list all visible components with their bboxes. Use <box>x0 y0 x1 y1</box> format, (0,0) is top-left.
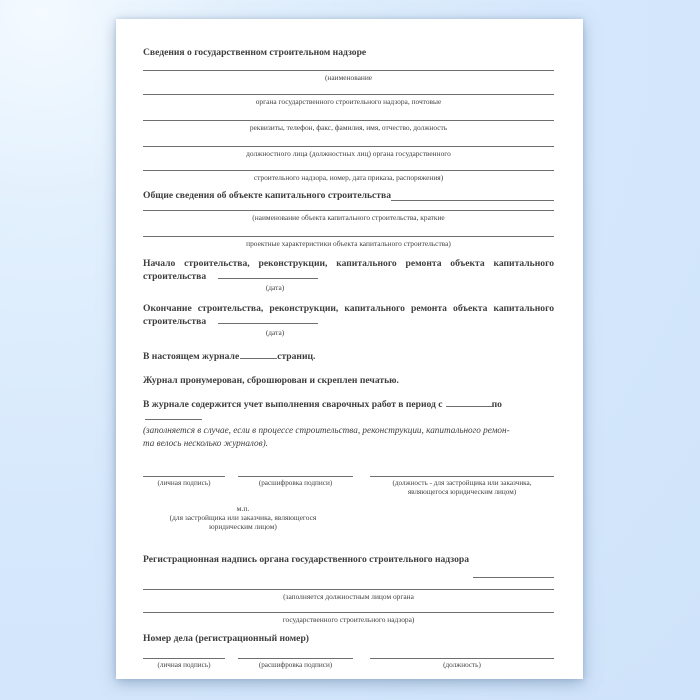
form-line-caption: реквизиты, телефон, факс, фамилия, имя, отчество, должность <box>143 120 554 132</box>
paragraph-text: Начало строительства, реконструкции, капитального ремонта объекта капитального <box>143 258 554 269</box>
section-heading-object-info: Общие сведения об объекте капитального строительства <box>143 190 391 201</box>
stamp-note: юридическим лицом) <box>209 522 277 531</box>
form-line-caption: государственного строительного надзора) <box>143 612 554 624</box>
paragraph-text <box>143 315 554 328</box>
paragraph-journal-bound: Журнал пронумерован, сброшюрован и скреплен печатью. <box>143 375 399 386</box>
paragraph-text: строительства <box>143 271 207 282</box>
document-page <box>116 19 583 679</box>
line-caption: (должность - для застройщика или заказчика, <box>392 479 532 487</box>
blank-line <box>391 200 554 201</box>
blank-line <box>218 270 318 279</box>
signature-field-position <box>370 476 554 497</box>
paragraph-construction-start <box>143 257 554 292</box>
signature-row-developer <box>143 476 554 497</box>
stamp-note: (для застройщика или заказчика, являющегося <box>169 513 317 522</box>
paragraph-text <box>143 270 554 283</box>
paragraph-text: В настоящем журнале <box>143 351 240 362</box>
short-blank-line <box>473 577 554 578</box>
form-line-caption: (наименование объекта капитального строительства, краткие <box>143 210 554 222</box>
signature-field-transcript: (расшифровка подписи) <box>238 658 353 670</box>
paragraph-welding-period <box>143 398 554 424</box>
blank-line <box>446 398 492 407</box>
welding-note: та велось несколько журналов). <box>143 438 268 448</box>
form-line-caption: строительного надзора, номер, дата приказа, распоряжения) <box>143 170 554 182</box>
line-caption: являющегося юридическим лицом) <box>407 488 517 496</box>
stamp-block <box>143 504 343 531</box>
section-heading-gov-supervision: Сведения о государственном строительном надзоре <box>143 47 367 58</box>
form-line-caption: (наименование <box>143 70 554 82</box>
signature-field-personal: (личная подпись) <box>143 476 225 497</box>
line-caption-date: (дата) <box>265 283 285 292</box>
paragraph-journal-pages <box>143 350 554 363</box>
blank-line <box>145 411 202 420</box>
form-line-caption: должностного лица (должностных лиц) органа государственного <box>143 146 554 158</box>
form-line-caption: проектные характеристики объекта капитального строительства) <box>143 236 554 248</box>
blank-line <box>240 350 277 359</box>
signature-field-personal: (личная подпись) <box>143 658 225 670</box>
form-line-caption: (заполняется должностным лицом органа <box>143 589 554 601</box>
paragraph-text: Окончание строительства, реконструкции, капитального ремонта объекта капитального <box>143 303 554 314</box>
signature-field-transcript: (расшифровка подписи) <box>238 476 353 497</box>
signature-row-official <box>143 658 554 670</box>
section-heading-case-number: Номер дела (регистрационный номер) <box>143 633 309 644</box>
paragraph-text: страниц. <box>277 351 316 362</box>
paragraph-text: по <box>491 399 502 410</box>
signature-field-position: (должность) <box>370 658 554 670</box>
form-line-caption: органа государственного строительного надзора, почтовые <box>143 94 554 106</box>
paragraph-text: В журнале содержится учет выполнения сварочных работ в период с <box>143 399 443 410</box>
blank-line <box>218 315 318 324</box>
stamp-label: м.п. <box>236 504 250 513</box>
welding-note: (заполняется в случае, если в процессе строительства, реконструкции, капитального ремон- <box>143 425 510 435</box>
section-heading-object-info-row <box>143 190 554 202</box>
section-heading-registration: Регистрационная надпись органа государственного строительного надзора <box>143 554 469 565</box>
line-caption-date: (дата) <box>265 328 285 337</box>
paragraph-text: строительства <box>143 316 207 327</box>
paragraph-construction-end <box>143 302 554 337</box>
